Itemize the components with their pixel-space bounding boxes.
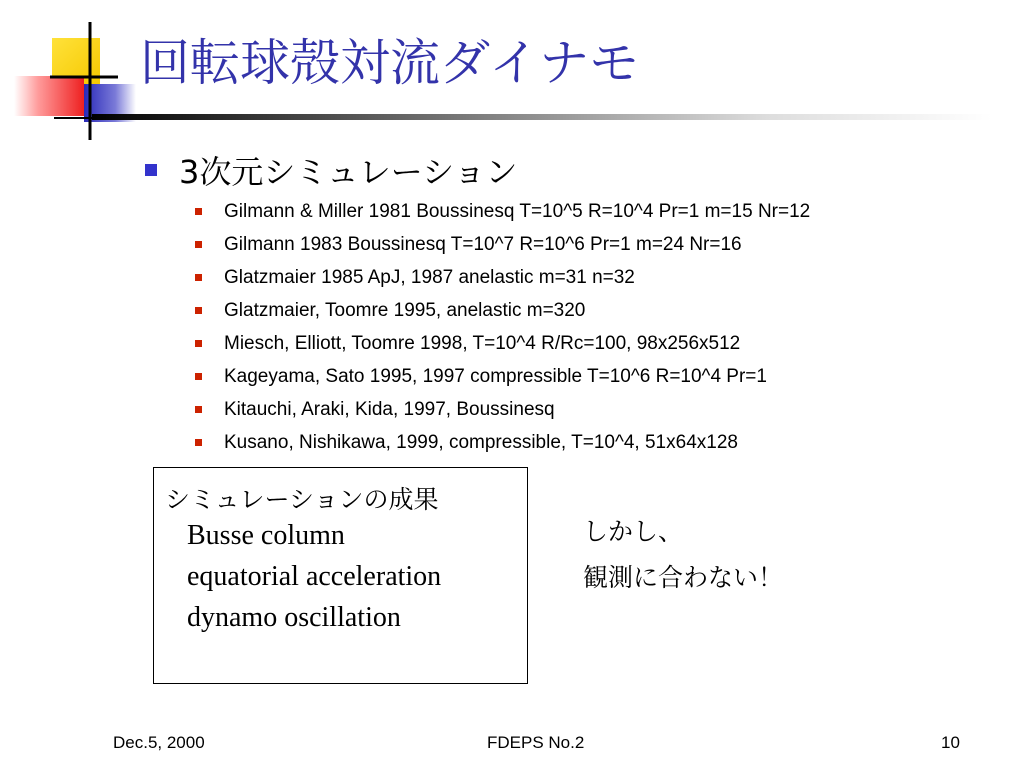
list-item: Kusano, Nishikawa, 1999, compressible, T=10^4, 51x64x128 bbox=[195, 426, 810, 459]
bullet-square-icon bbox=[195, 307, 202, 314]
bullet-square-icon bbox=[195, 340, 202, 347]
list-item: Gilmann 1983 Boussinesq T=10^7 R=10^6 Pr=1 m=24 Nr=16 bbox=[195, 228, 810, 261]
list-item: Glatzmaier 1985 ApJ, 1987 anelastic m=31 n=32 bbox=[195, 261, 810, 294]
result-line: equatorial acceleration bbox=[187, 561, 442, 592]
main-bullet-text: 3次元シミュレーション bbox=[179, 153, 518, 191]
note-line: 観測に合わない！ bbox=[583, 563, 784, 592]
list-item: Gilmann & Miller 1981 Boussinesq T=10^5 R=10^4 Pr=1 m=15 Nr=12 bbox=[195, 195, 810, 228]
main-bullet bbox=[145, 147, 517, 193]
result-line: Busse column bbox=[187, 520, 345, 551]
bullet-square-icon bbox=[195, 208, 202, 215]
bullet-square-icon bbox=[145, 164, 157, 176]
title-divider bbox=[92, 114, 992, 120]
bullet-square-icon bbox=[195, 406, 202, 413]
bullet-square-icon bbox=[195, 241, 202, 248]
reference-list bbox=[195, 195, 810, 459]
results-box bbox=[153, 467, 528, 684]
bullet-square-icon bbox=[195, 439, 202, 446]
list-item: Glatzmaier, Toomre 1995, anelastic m=320 bbox=[195, 294, 810, 327]
note-line: しかし、 bbox=[583, 517, 684, 546]
page-number: 10 bbox=[941, 733, 960, 752]
list-item: Kitauchi, Araki, Kida, 1997, Boussinesq bbox=[195, 393, 810, 426]
decorative-logo bbox=[0, 0, 140, 150]
result-line: dynamo oscillation bbox=[187, 602, 401, 633]
results-heading: シミュレーションの成果 bbox=[165, 485, 439, 514]
list-item: Kageyama, Sato 1995, 1997 compressible T=10^6 R=10^4 Pr=1 bbox=[195, 360, 810, 393]
bullet-square-icon bbox=[195, 373, 202, 380]
footer-date: Dec.5, 2000 bbox=[113, 733, 205, 752]
footer-title: FDEPS No.2 bbox=[487, 733, 585, 752]
bullet-square-icon bbox=[195, 274, 202, 281]
list-item: Miesch, Elliott, Toomre 1998, T=10^4 R/Rc=100, 98x256x512 bbox=[195, 327, 810, 360]
slide-title: 回転球殻対流ダイナモ bbox=[140, 34, 639, 92]
